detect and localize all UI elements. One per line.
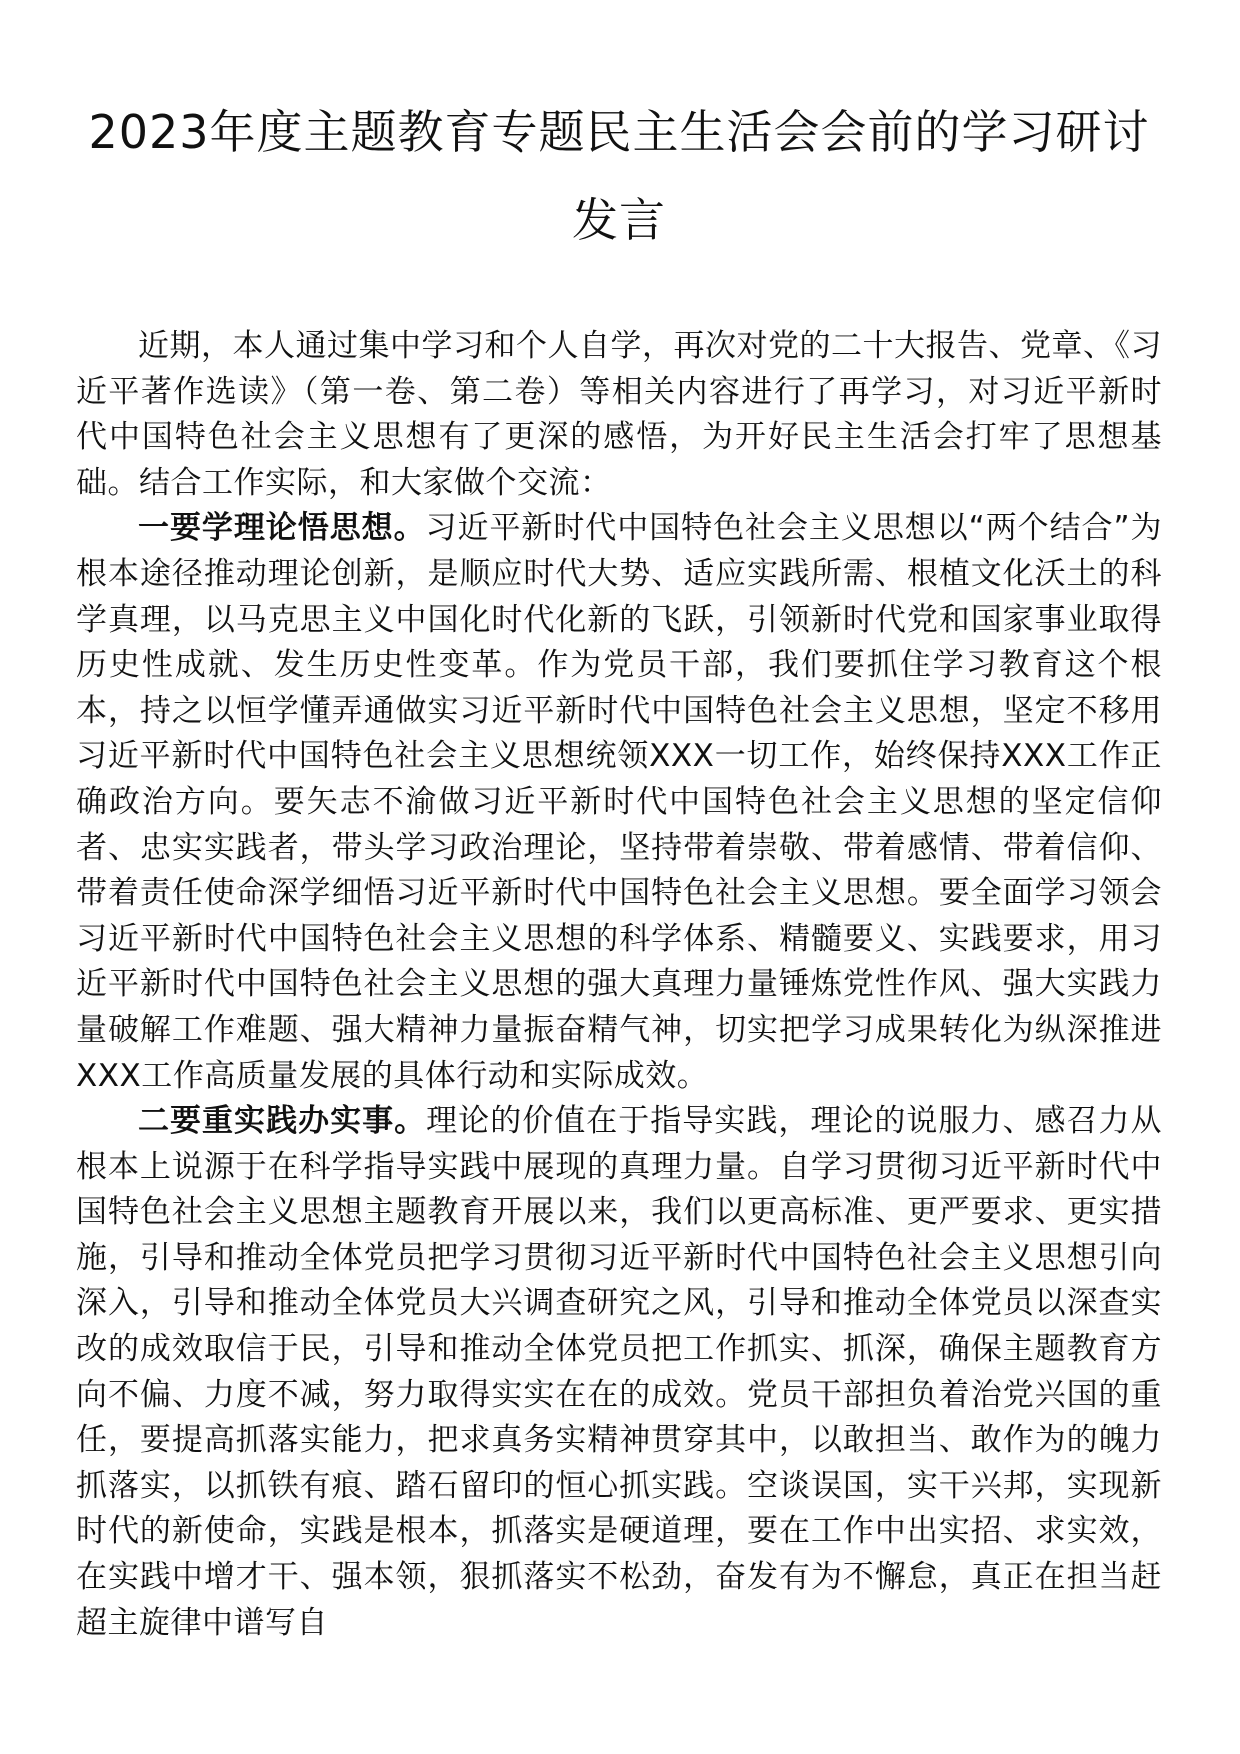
document-title: 2023年度主题教育专题民主生活会会前的学习研讨发言 [88, 105, 1150, 247]
paragraph-lead: 一要学理论悟思想。 [138, 510, 426, 547]
paragraph-practice [76, 1099, 1162, 1646]
paragraph-intro [76, 324, 1162, 506]
paragraph-text: 习近平新时代中国特色社会主义思想以“两个结合”为根本途径推动理论创新，是顺应时代大势、适应实践所需、根植文化沃土的科学真理，以马克思主义中国化时代化新的飞跃，引领新时代党和国家事业取得历史性成就、发生历史性变革。作为党员干部，我们要抓住学习教育这个根本，持之以恒学懂弄通做实习近平新时代中国特色社会主义思想，坚定不移用习近平新时代中国特色社会主义思想统领XXX一切工作，始终保持XXX工作正确政治方向。要矢志不渝做习近平新时代中国特色社会主义思想的坚定信仰者、忠实实践者，带头学习政治理论，坚持带着崇敬、带着感情、带着信仰、带着责任使命深学细悟习近平新时代中国特色社会主义思想。要全面学习领会习近平新时代中国特色社会主义思想的科学体系、精髓要义、实践要求，用习近平新时代中国特色社会主义思想的强大真理力量锤炼党性作风、强大实践力量破解工作难题、强大精神力量振奋精气神，切实把学习成果转化为纵深推进XXX工作高质量发展的具体行动和实际成效。 [76, 510, 1162, 1094]
document-page [76, 88, 1162, 1646]
document-body [76, 324, 1162, 1646]
paragraph-lead: 二要重实践办实事。 [138, 1103, 427, 1140]
paragraph-text: 近期，本人通过集中学习和个人自学，再次对党的二十大报告、党章、《习近平著作选读》（第一卷、第二卷）等相关内容进行了再学习，对习近平新时代中国特色社会主义思想有了更深的感悟，为开好民主生活会打牢了思想基础。结合工作实际，和大家做个交流： [76, 328, 1162, 501]
paragraph-theory [76, 506, 1162, 1099]
paragraph-text: 理论的价值在于指导实践，理论的说服力、感召力从根本上说源于在科学指导实践中展现的真理力量。自学习贯彻习近平新时代中国特色社会主义思想主题教育开展以来，我们以更高标准、更严要求、更实措施，引导和推动全体党员把学习贯彻习近平新时代中国特色社会主义思想引向深入，引导和推动全体党员大兴调查研究之风，引导和推动全体党员以深查实改的成效取信于民，引导和推动全体党员把工作抓实、抓深，确保主题教育方向不偏、力度不减，努力取得实实在在的成效。党员干部担负着治党兴国的重任，要提高抓落实能力，把求真务实精神贯穿其中，以敢担当、敢作为的魄力抓落实，以抓铁有痕、踏石留印的恒心抓实践。空谈误国，实干兴邦，实现新时代的新使命，实践是根本，抓落实是硬道理，要在工作中出实招、求实效，在实践中增才干、强本领，狠抓落实不松劲，奋发有为不懈怠，真正在担当赶超主旋律中谱写自 [76, 1103, 1163, 1641]
